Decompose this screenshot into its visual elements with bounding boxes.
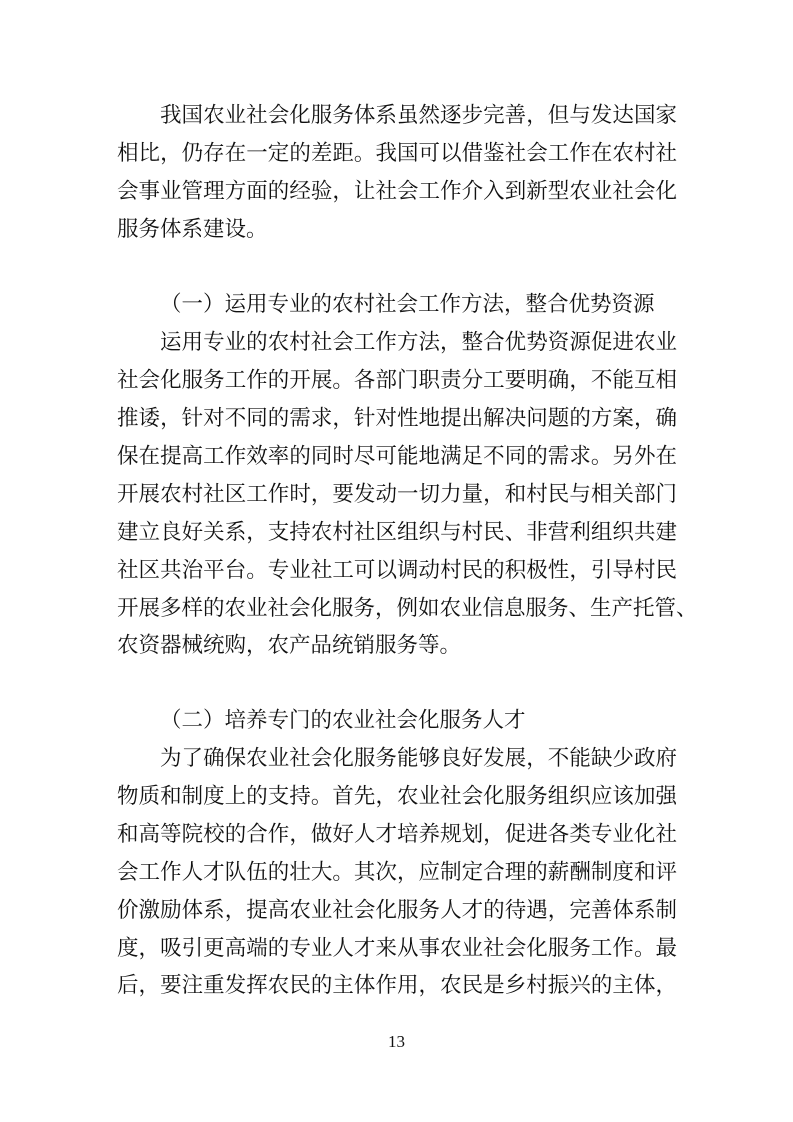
page-number: 13 xyxy=(388,1032,405,1051)
text-line: 建立良好关系，支持农村社区组织与村民、非营利组织共建 xyxy=(117,520,677,545)
text-line: 相比，仍存在一定的差距。我国可以借鉴社会工作在农村社 xyxy=(117,141,677,166)
text-line: 农资器械统购，农产品统销服务等。 xyxy=(117,633,462,658)
text-line: 我国农业社会化服务体系虽然逐步完善，但与发达国家 xyxy=(160,103,677,128)
text-line: 会事业管理方面的经验，让社会工作介入到新型农业社会化 xyxy=(117,179,677,204)
section-heading-2: （二）培养专门的农业社会化服务人才 xyxy=(160,708,526,733)
section-heading-1: （一）运用专业的农村社会工作方法，整合优势资源 xyxy=(160,292,655,317)
text-line: 推诿，针对不同的需求，针对性地提出解决问题的方案，确 xyxy=(117,406,677,431)
text-line: 为了确保农业社会化服务能够良好发展，不能缺少政府 xyxy=(160,746,677,771)
text-line: 后，要注重发挥农民的主体作用，农民是乡村振兴的主体， xyxy=(117,973,677,998)
text-line: 社会化服务工作的开展。各部门职责分工要明确，不能互相 xyxy=(117,368,677,393)
text-line: 和高等院校的合作，做好人才培养规划，促进各类专业化社 xyxy=(117,822,677,847)
text-line: 开展多样的农业社会化服务，例如农业信息服务、生产托管、 xyxy=(117,596,698,621)
text-line: 社区共治平台。专业社工可以调动村民的积极性，引导村民 xyxy=(117,558,677,583)
text-line: 物质和制度上的支持。首先，农业社会化服务组织应该加强 xyxy=(117,784,677,809)
text-line: 度，吸引更高端的专业人才来从事农业社会化服务工作。最 xyxy=(117,936,677,961)
text-line: 保在提高工作效率的同时尽可能地满足不同的需求。另外在 xyxy=(117,444,677,469)
text-line: 开展农村社区工作时，要发动一切力量，和村民与相关部门 xyxy=(117,482,677,507)
text-line: 价激励体系，提高农业社会化服务人才的待遇，完善体系制 xyxy=(117,898,677,923)
text-line: 服务体系建设。 xyxy=(117,217,268,242)
text-line: 会工作人才队伍的壮大。其次，应制定合理的薪酬制度和评 xyxy=(117,860,677,885)
text-line: 运用专业的农村社会工作方法，整合优势资源促进农业 xyxy=(160,330,677,355)
